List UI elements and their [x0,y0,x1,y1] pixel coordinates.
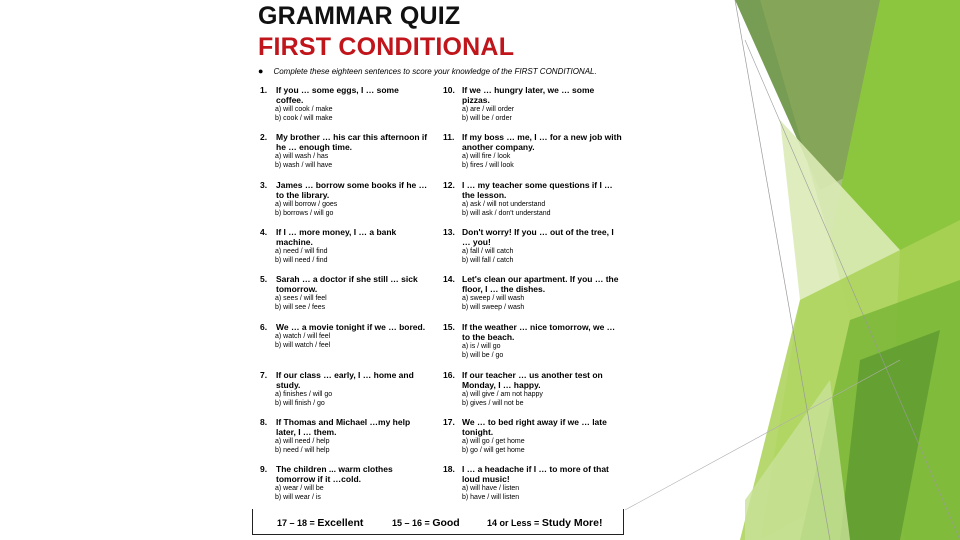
question-14 [443,274,623,313]
question-2 [260,132,428,171]
instruction [258,66,597,76]
question-number: 11. [443,132,455,142]
question-13 [443,227,623,266]
question-text: James … borrow some books if he … to the library. [276,180,428,200]
option-a: a) finishes / will go [275,391,333,398]
instruction-text: Complete these eighteen sentences to score your knowledge of the FIRST CONDITIONAL. [273,67,597,76]
question-17 [443,417,623,456]
question-number: 2. [260,132,268,142]
question-number: 9. [260,464,268,474]
question-text: If my boss … me, I … for a new job with another company. [462,132,622,152]
score-label: Good [432,517,460,529]
score-range: 14 or Less = [487,518,540,528]
question-text: The children ... warm clothes tomorrow if it …cold. [276,464,393,484]
question-4 [260,227,428,266]
question-text: My brother … his car this afternoon if he … enough time. [276,132,428,152]
option-a: a) sweep / will wash [462,295,525,302]
question-number: 4. [260,227,268,237]
question-number: 18. [443,464,455,474]
option-b: b) will be / go [462,352,504,360]
option-b: b) will ask / don't understand [462,210,551,218]
option-b: b) have / will listen [462,494,520,502]
option-b: b) will finish / go [275,400,325,408]
question-15 [443,322,623,361]
question-9 [260,464,428,503]
option-a: a) will fire / look [462,153,511,160]
question-16 [443,370,623,409]
question-text: We … a movie tonight if we … bored. [276,322,426,332]
question-8 [260,417,428,456]
question-number: 7. [260,370,268,380]
option-b: b) borrows / will go [275,210,334,218]
option-b: b) gives / will not be [462,400,524,408]
question-number: 6. [260,322,268,332]
question-12 [443,180,623,219]
question-number: 16. [443,370,455,380]
question-number: 12. [443,180,455,190]
question-text: I … my teacher some questions if I … the lesson. [462,180,613,200]
option-a: a) will wash / has [275,153,329,160]
score-good [392,517,460,529]
option-a: a) wear / will be [275,485,324,492]
option-b: b) go / will get home [462,447,525,455]
option-a: a) will need / help [275,438,330,445]
question-1 [260,85,428,124]
score-range: 15 – 16 = [392,518,430,528]
score-range: 17 – 18 = [277,518,315,528]
option-a: a) will have / listen [462,485,520,492]
question-text: If you … some eggs, I … some coffee. [276,85,399,105]
question-text: If our class … early, I … home and study. [276,370,414,390]
question-3 [260,180,428,219]
question-number: 3. [260,180,268,190]
option-a: a) watch / will feel [275,333,331,340]
question-text: I … a headache if I … to more of that loud music! [462,464,609,484]
option-a: a) ask / will not understand [462,201,546,208]
option-b: b) need / will help [275,447,330,455]
question-10 [443,85,623,124]
question-number: 1. [260,85,268,95]
option-b: b) will wear / is [275,494,321,502]
option-b: b) will watch / feel [275,342,331,350]
question-text: Don't worry! If you … out of the tree, I … you! [462,227,614,247]
option-b: b) will be / order [462,115,512,123]
score-study-more [487,517,602,529]
question-text: If our teacher … us another test on Monday, I … happy. [462,370,603,390]
question-number: 17. [443,417,455,427]
question-text: Let's clean our apartment. If you … the floor, I … the dishes. [462,274,619,294]
score-label: Study More! [541,517,603,529]
question-number: 5. [260,274,268,284]
option-a: a) will give / am not happy [462,391,543,398]
bullet-icon: ● [258,66,264,76]
option-b: b) will fall / catch [462,257,514,265]
question-number: 13. [443,227,455,237]
question-7 [260,370,428,409]
option-a: a) are / will order [462,106,515,113]
option-b: b) will need / find [275,257,328,265]
option-a: a) need / will find [275,248,328,255]
score-label: Excellent [317,517,364,529]
option-b: b) wash / will have [275,162,333,170]
question-18 [443,464,623,503]
question-text: We … to bed right away if we … late tonight. [462,417,607,437]
option-a: a) will cook / make [275,106,333,113]
option-b: b) cook / will make [275,115,333,123]
option-a: a) will borrow / goes [275,201,338,208]
question-6 [260,322,428,351]
option-b: b) fires / will look [462,162,514,170]
option-a: a) is / will go [462,343,501,350]
option-a: a) will go / get home [462,438,525,445]
question-text: If we … hungry later, we … some pizzas. [462,85,595,105]
quiz-subtitle: FIRST CONDITIONAL [258,33,515,61]
question-number: 10. [443,85,455,95]
option-b: b) will sweep / wash [462,304,525,312]
scoring-legend [252,509,624,535]
option-a: a) sees / will feel [275,295,327,302]
question-11 [443,132,623,171]
question-text: Sarah … a doctor if she still … sick tomorrow. [276,274,418,294]
option-b: b) will see / fees [275,304,326,312]
question-number: 14. [443,274,455,284]
quiz-title: GRAMMAR QUIZ [258,2,461,30]
score-excellent [277,517,363,529]
option-a: a) fall / will catch [462,248,514,255]
question-text: If I … more money, I … a bank machine. [276,227,397,247]
question-number: 15. [443,322,455,332]
question-text: If the weather … nice tomorrow, we … to the beach. [462,322,616,342]
question-5 [260,274,428,313]
question-text: If Thomas and Michael …my help later, I … them. [276,417,411,437]
question-number: 8. [260,417,268,427]
